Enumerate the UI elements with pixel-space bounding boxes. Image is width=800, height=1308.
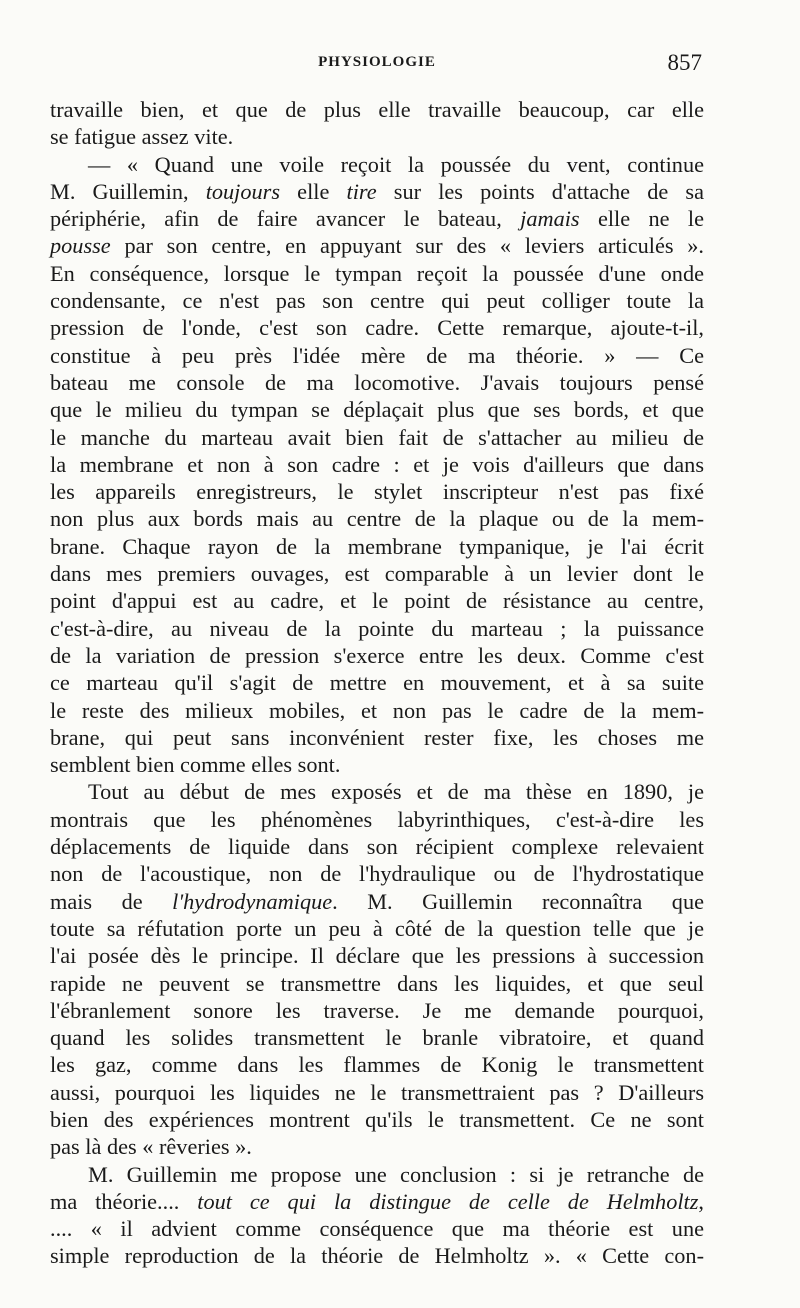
text-line: semblent bien comme elles sont. [50, 752, 341, 778]
text-line: pression de l'onde, c'est son cadre. Cette remarque, ajoute-t-il, [50, 315, 704, 341]
text-line [50, 1188, 704, 1215]
text-line: non plus aux bords mais au centre de la plaque ou de la mem- [50, 506, 704, 532]
text-line: l'ébranlement sonore les traverse. Je me demande pourquoi, [50, 997, 704, 1023]
text-line: simple reproduction de la théorie de Helmholtz ». « Cette con- [50, 1243, 704, 1269]
running-title: PHYSIOLOGIE [318, 54, 436, 70]
text-line: En conséquence, lorsque le tympan reçoit la poussée d'une onde [50, 260, 704, 286]
text-line: quand les solides transmettent le branle vibratoire, et quand [50, 1025, 704, 1051]
text-line: bien des expériences montrent qu'ils le transmettent. Ce ne sont [50, 1106, 704, 1132]
text-line: dans mes premiers ouvages, est comparable à un levier dont le [50, 561, 704, 587]
text-line [50, 178, 704, 205]
text-line: toute sa réfutation porte un peu à côté de la question telle que je [50, 915, 704, 941]
text-run: sur les points d'attache de sa [376, 178, 704, 204]
text-run: mais de [50, 888, 173, 914]
text-run: . M. Guillemin reconnaîtra que [332, 888, 704, 914]
italic-text: jamais [520, 206, 580, 232]
text-run: elle [280, 178, 347, 204]
text-line: non de l'acoustique, non de l'hydraulique ou de l'hydrostatique [50, 861, 704, 887]
text-run: par son centre, en appuyant sur des « leviers articulés ». [110, 233, 704, 259]
text-line: déplacements de liquide dans son récipient complexe relevaient [50, 834, 704, 860]
text-line: pas là des « rêveries ». [50, 1134, 252, 1160]
text-line: le reste des milieux mobiles, et non pas le cadre de la mem- [50, 697, 704, 723]
text-run: périphérie, afin de faire avancer le bateau, [50, 206, 521, 232]
text-line: ce marteau qu'il s'agit de mettre en mouvement, et à sa suite [50, 670, 704, 696]
text-line: rapide ne peuvent se transmettre dans les liquides, et que seul [50, 970, 704, 996]
text-run: ma théorie.... [50, 1188, 198, 1214]
body-text [50, 96, 704, 1270]
page-number: 857 [667, 50, 702, 75]
text-line: de la variation de pression s'exerce entre les deux. Comme c'est [50, 642, 704, 668]
italic-text: l'hydrodynamique [172, 888, 333, 914]
italic-text: pousse [50, 233, 111, 259]
text-line: travaille bien, et que de plus elle travaille beaucoup, car elle [50, 97, 704, 122]
text-line [50, 205, 704, 232]
text-line: le manche du marteau avait bien fait de s'attacher au milieu de [50, 424, 704, 450]
text-line: Tout au début de mes exposés et de ma thèse en 1890, je [88, 779, 704, 805]
running-head [52, 50, 702, 80]
text-line [50, 232, 704, 259]
text-line: bateau me console de ma locomotive. J'avais toujours pensé [50, 369, 704, 395]
text-run: M. Guillemin, [50, 178, 206, 204]
text-line: que le milieu du tympan se déplaçait plus que ses bords, et que [50, 397, 704, 423]
italic-text: toujours [205, 178, 281, 204]
italic-text: tout ce qui la distingue de celle de Helmholtz [197, 1188, 699, 1214]
text-line: les gaz, comme dans les flammes de Konig le transmettent [50, 1052, 704, 1078]
text-line: — « Quand une voile reçoit la poussée du vent, continue [88, 151, 704, 177]
text-line: constitue à peu près l'idée mère de ma théorie. » — Ce [50, 342, 704, 368]
text-line [50, 888, 704, 915]
text-run: elle ne le [579, 206, 704, 232]
italic-text: tire [346, 178, 377, 204]
text-line: c'est-à-dire, au niveau de la pointe du marteau ; la puissance [50, 615, 704, 641]
text-line: brane. Chaque rayon de la membrane tympanique, je l'ai écrit [50, 533, 704, 559]
text-line: la membrane et non à son cadre : et je vois d'ailleurs que dans [50, 451, 704, 477]
text-line: point d'appui est au cadre, et le point de résistance au centre, [50, 588, 704, 614]
text-line: M. Guillemin me propose une conclusion : si je retranche de [88, 1161, 704, 1187]
text-line: .... « il advient comme conséquence que ma théorie est une [50, 1216, 704, 1242]
text-line: l'ai posée dès le principe. Il déclare que les pressions à succession [50, 943, 704, 969]
text-run: , [698, 1188, 704, 1214]
text-line: brane, qui peut sans inconvénient rester fixe, les choses me [50, 724, 704, 750]
text-line: aussi, pourquoi les liquides ne le transmettraient pas ? D'ailleurs [50, 1079, 704, 1105]
text-line: se fatigue assez vite. [50, 124, 234, 150]
text-line: les appareils enregistreurs, le stylet inscripteur n'est pas fixé [50, 479, 704, 505]
text-line: condensante, ce n'est pas son centre qui peut colliger toute la [50, 288, 704, 314]
text-line: montrais que les phénomènes labyrinthiques, c'est-à-dire les [50, 806, 704, 832]
